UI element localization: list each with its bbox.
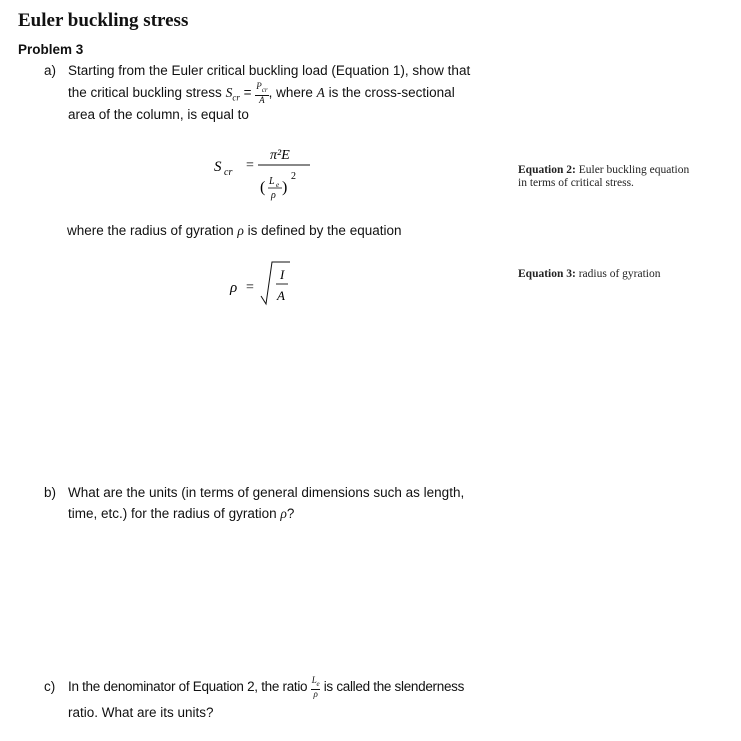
radius-gyration-text: where the radius of gyration ρ is defined by the equation — [67, 223, 402, 238]
part-b-label: b) — [44, 485, 57, 500]
eq2-den-num: L — [269, 176, 275, 187]
eq2-lparen: ( — [260, 179, 266, 196]
part-b-line1: What are the units (in terms of general dimensions such as length, — [68, 485, 465, 500]
eq2-lhs: S — [214, 159, 222, 175]
eq3-num: I — [280, 267, 285, 282]
eq3-sqrt-sign — [261, 262, 290, 304]
part-b-line2: time, etc.) for the radius of gyration ρ? — [68, 506, 295, 521]
part-a-line2-pre: the critical buckling stress — [68, 85, 222, 100]
eq2-equals: = — [246, 158, 254, 173]
page-title: Euler buckling stress — [18, 10, 189, 31]
problem-label: Problem 3 — [18, 42, 84, 57]
part-a-line1: Starting from the Euler critical buckling load (Equation 1), show that — [68, 63, 471, 78]
part-c-label: c) — [44, 679, 56, 694]
equation-3 — [228, 258, 298, 318]
part-c-line2: ratio. What are its units? — [68, 705, 214, 720]
part-a-line3: area of the column, is equal to — [68, 107, 249, 122]
equation-2-note: Equation 2: Euler buckling equation in terms of critical stress. — [518, 164, 690, 189]
var-S: $S_{cr}$ — [225, 85, 240, 103]
part-a-line2-post: , where — [268, 85, 313, 100]
eq2-den-den: ρ — [271, 190, 276, 201]
eq3-equals: = — [246, 280, 254, 295]
eq2-lhs-sub: cr — [224, 167, 233, 178]
eq2-numerator: π²E — [270, 148, 290, 163]
inline-fraction-Le-over-rho: $\frac{L_e}{\rho}$ — [311, 675, 320, 699]
var-A: A — [316, 85, 325, 100]
equation-2 — [210, 140, 320, 210]
part-a-label: a) — [44, 63, 57, 78]
equation-3-note: Equation 3: radius of gyration — [518, 268, 661, 280]
eq2-rparen: ) — [282, 179, 288, 196]
eq2-exponent: 2 — [291, 171, 296, 182]
eq2-den-sub: e — [276, 181, 280, 189]
eq3-lhs: ρ — [230, 280, 238, 296]
inline-fraction-Pcr-over-A: $\frac{P_{cr}}{A}$ — [256, 81, 268, 105]
part-a-line2: the critical buckling stress $S_{cr}$ = $\frac{P_{cr}}{A}$ , where A is the cross-sectional — [68, 81, 455, 105]
part-a-line2-tail: is the cross-sectional — [328, 85, 455, 100]
part-c-line1: In the denominator of Equation 2, the ratio $\frac{L_e}{\rho}$ is called the slenderness — [68, 675, 465, 699]
eq3-den: A — [277, 288, 285, 303]
